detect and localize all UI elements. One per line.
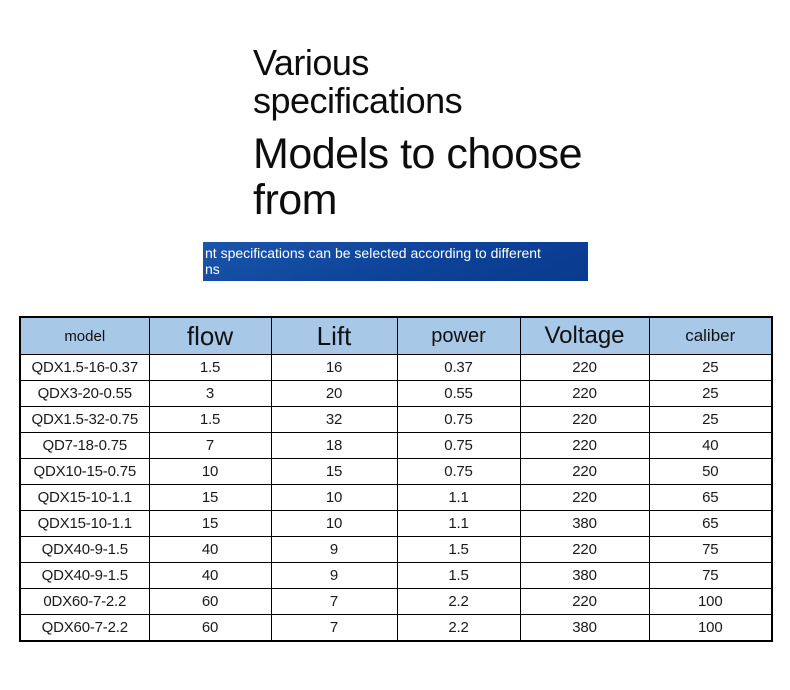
table-row — [20, 459, 772, 485]
table-cell: 220 — [520, 537, 649, 563]
table-row — [20, 589, 772, 615]
table-row — [20, 485, 772, 511]
table-cell: QDX15-10-1.1 — [20, 511, 149, 537]
title-heading: Models to choose from — [253, 130, 583, 224]
table-cell: 380 — [520, 615, 649, 642]
table-cell: 40 — [649, 433, 772, 459]
table-cell: 0.55 — [397, 381, 520, 407]
info-banner — [203, 242, 588, 281]
table-cell: 18 — [271, 433, 397, 459]
spec-table-header — [20, 317, 772, 355]
column-header-model: model — [20, 317, 149, 355]
table-cell: QDX1.5-16-0.37 — [20, 355, 149, 381]
title-subtitle: Various specifications — [253, 42, 463, 121]
table-cell: QDX40-9-1.5 — [20, 537, 149, 563]
table-cell: 40 — [149, 537, 271, 563]
table-cell: QDX10-15-0.75 — [20, 459, 149, 485]
table-cell: 220 — [520, 485, 649, 511]
column-header-caliber: caliber — [649, 317, 772, 355]
table-cell: 220 — [520, 459, 649, 485]
table-cell: 15 — [149, 511, 271, 537]
table-cell: 1.5 — [149, 407, 271, 433]
table-cell: 3 — [149, 381, 271, 407]
table-cell: 220 — [520, 589, 649, 615]
table-cell: 0.37 — [397, 355, 520, 381]
table-row — [20, 355, 772, 381]
table-cell: 60 — [149, 615, 271, 642]
spec-table — [19, 316, 773, 642]
table-cell: 0.75 — [397, 459, 520, 485]
table-cell: QDX15-10-1.1 — [20, 485, 149, 511]
table-cell: 1.5 — [149, 355, 271, 381]
table-cell: 10 — [149, 459, 271, 485]
table-cell: 1.5 — [397, 537, 520, 563]
table-cell: QDX60-7-2.2 — [20, 615, 149, 642]
table-row — [20, 433, 772, 459]
table-cell: 220 — [520, 407, 649, 433]
table-cell: 2.2 — [397, 615, 520, 642]
table-cell: 0.75 — [397, 433, 520, 459]
table-row — [20, 381, 772, 407]
table-cell: QDX40-9-1.5 — [20, 563, 149, 589]
table-cell: 60 — [149, 589, 271, 615]
table-row — [20, 615, 772, 642]
table-cell: 100 — [649, 589, 772, 615]
table-cell: 10 — [271, 511, 397, 537]
table-cell: 15 — [149, 485, 271, 511]
table-cell: 1.5 — [397, 563, 520, 589]
banner-line-1: nt specifications can be selected according to different — [205, 245, 541, 261]
column-header-flow: flow — [149, 317, 271, 355]
table-cell: 9 — [271, 563, 397, 589]
table-cell: 1.1 — [397, 485, 520, 511]
table-cell: 380 — [520, 511, 649, 537]
table-row — [20, 537, 772, 563]
table-cell: 75 — [649, 537, 772, 563]
table-row — [20, 407, 772, 433]
table-cell: 25 — [649, 381, 772, 407]
table-cell: 25 — [649, 355, 772, 381]
table-cell: 15 — [271, 459, 397, 485]
table-cell: 75 — [649, 563, 772, 589]
table-cell: 7 — [271, 615, 397, 642]
table-cell: 220 — [520, 355, 649, 381]
table-cell: 20 — [271, 381, 397, 407]
column-header-lift: Lift — [271, 317, 397, 355]
table-cell: QD7-18-0.75 — [20, 433, 149, 459]
table-cell: 1.1 — [397, 511, 520, 537]
table-cell: QDX3-20-0.55 — [20, 381, 149, 407]
table-cell: 16 — [271, 355, 397, 381]
table-cell: 100 — [649, 615, 772, 642]
banner-line-2: ns — [205, 261, 220, 277]
table-cell: 65 — [649, 511, 772, 537]
table-cell: 220 — [520, 381, 649, 407]
table-cell: 7 — [271, 589, 397, 615]
table-cell: 65 — [649, 485, 772, 511]
table-row — [20, 563, 772, 589]
spec-table-body — [20, 355, 772, 642]
table-row — [20, 511, 772, 537]
table-cell: 2.2 — [397, 589, 520, 615]
table-cell: 9 — [271, 537, 397, 563]
table-cell: 25 — [649, 407, 772, 433]
table-cell: 220 — [520, 433, 649, 459]
table-cell: 0DX60-7-2.2 — [20, 589, 149, 615]
table-cell: 40 — [149, 563, 271, 589]
table-cell: 32 — [271, 407, 397, 433]
table-cell: 10 — [271, 485, 397, 511]
column-header-power: power — [397, 317, 520, 355]
column-header-voltage: Voltage — [520, 317, 649, 355]
table-cell: 50 — [649, 459, 772, 485]
table-cell: 0.75 — [397, 407, 520, 433]
table-cell: QDX1.5-32-0.75 — [20, 407, 149, 433]
table-cell: 380 — [520, 563, 649, 589]
table-cell: 7 — [149, 433, 271, 459]
title-block — [253, 44, 643, 223]
header-row — [20, 317, 772, 355]
